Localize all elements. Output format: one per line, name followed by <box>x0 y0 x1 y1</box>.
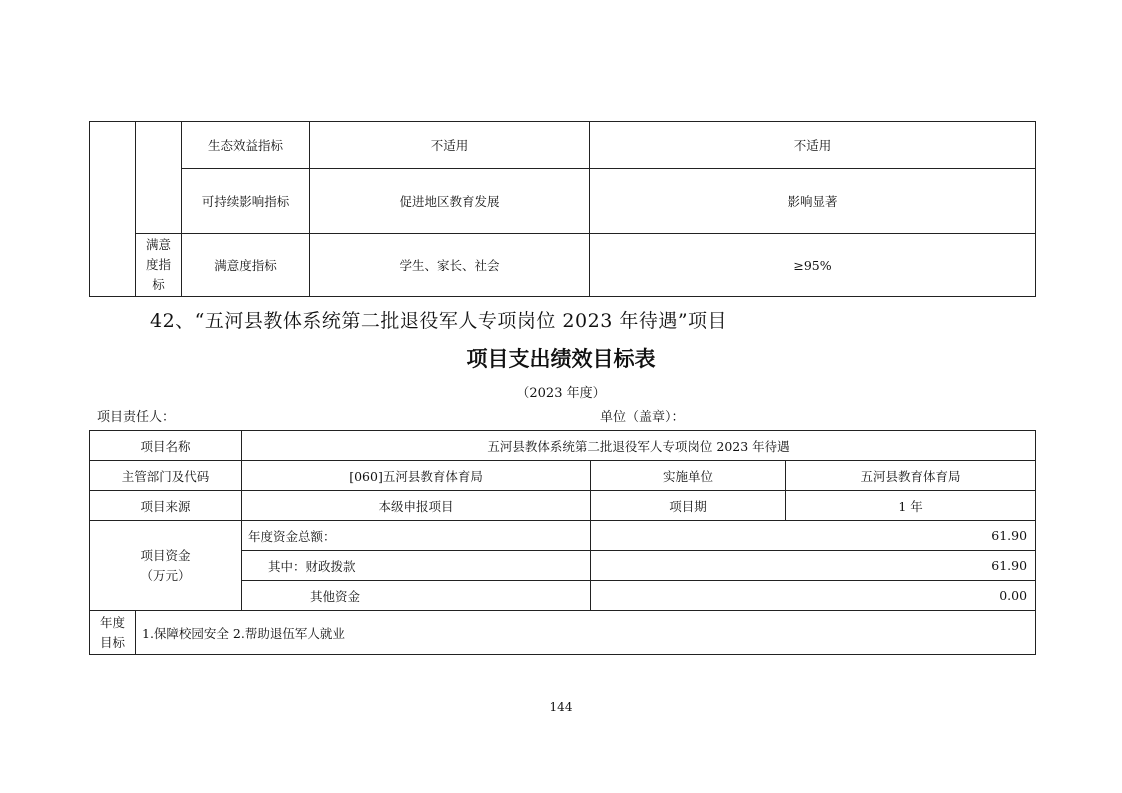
project-period-label: 项目期 <box>591 491 786 521</box>
project-name-label: 项目名称 <box>90 431 242 461</box>
page-number: 144 <box>549 700 573 714</box>
indicator-name: 满意度指标 <box>182 234 310 297</box>
satisfaction-category <box>136 234 182 297</box>
indicator-name: 可持续影响指标 <box>182 169 310 234</box>
project-name-value: 五河县教体系统第二批退役军人专项岗位 2023 年待遇 <box>242 431 1036 461</box>
project-period-value: 1 年 <box>786 491 1036 521</box>
performance-target-table <box>89 430 1036 655</box>
responsible-person-label: 项目责任人： <box>97 410 176 425</box>
other-funds-value: 0.00 <box>591 581 1036 611</box>
other-funds-label: 其他资金 <box>242 581 591 611</box>
fiscal-allocation-label: 其中：财政拨款 <box>242 551 591 581</box>
indicator-name: 生态效益指标 <box>182 122 310 169</box>
funds-label-line: 项目资金 <box>140 547 191 563</box>
goal-label-line: 年度 <box>99 614 125 630</box>
unit-seal-label: 单位（盖章）： <box>600 410 685 425</box>
project-source-label: 项目来源 <box>90 491 242 521</box>
indicator-value: 影响显著 <box>590 169 1036 234</box>
category-line: 度指 <box>145 257 171 272</box>
category-line: 满意 <box>145 237 171 252</box>
second-level-indicator-cell <box>136 122 182 234</box>
goal-label-line: 目标 <box>99 634 125 650</box>
section-heading: 42、“五河县教体系统第二批退役军人专项岗位 2023 年待遇”项目 <box>150 310 728 332</box>
first-level-indicator-cell <box>90 122 136 297</box>
indicator-content: 学生、家长、社会 <box>310 234 590 297</box>
implementing-unit-label: 实施单位 <box>591 461 786 491</box>
implementing-unit-value: 五河县教育体育局 <box>786 461 1036 491</box>
funds-label-line: （万元） <box>140 567 191 583</box>
department-label: 主管部门及代码 <box>90 461 242 491</box>
project-funds-label <box>90 521 242 611</box>
department-value: [060]五河县教育体育局 <box>242 461 591 491</box>
annual-goal-label <box>90 611 136 655</box>
indicator-table-continued <box>89 121 1036 297</box>
project-source-value: 本级申报项目 <box>242 491 591 521</box>
indicator-content: 不适用 <box>310 122 590 169</box>
year-caption: （2023 年度） <box>516 386 606 401</box>
annual-goal-value: 1.保障校园安全 2.帮助退伍军人就业 <box>136 611 1036 655</box>
indicator-value: 不适用 <box>590 122 1036 169</box>
table-title: 项目支出绩效目标表 <box>466 347 656 371</box>
annual-total-value: 61.90 <box>591 521 1036 551</box>
category-line: 标 <box>152 277 165 292</box>
fiscal-allocation-value: 61.90 <box>591 551 1036 581</box>
indicator-content: 促进地区教育发展 <box>310 169 590 234</box>
indicator-value: ≥95% <box>590 234 1036 297</box>
annual-total-label: 年度资金总额： <box>242 521 591 551</box>
